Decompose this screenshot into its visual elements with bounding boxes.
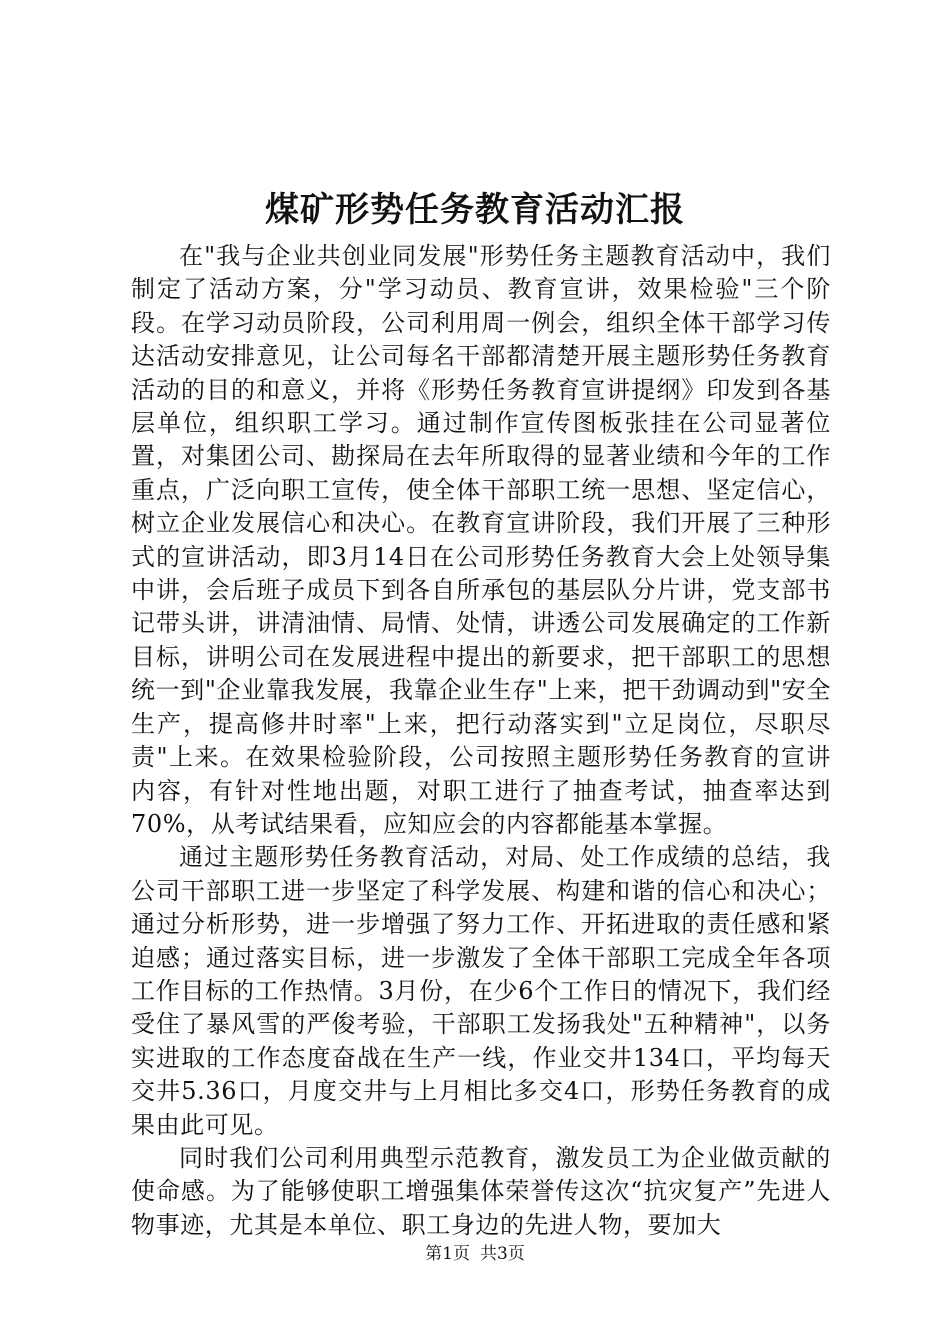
page-number: 第1页 — [425, 1244, 470, 1264]
paragraph-1: 在"我与企业共创业同发展"形势任务主题教育活动中，我们制定了活动方案，分"学习动员、教育宣讲，效果检验"三个阶段。在学习动员阶段，公司利用周一例会，组织全体干部学习传达活动安排意见，让公司每名干部都清楚开展主题形势任务教育活动的目的和意义，并将《形势任务教育宣讲提纲》印发到各基层单位，组织职工学习。通过制作宣传图板张挂在公司显著位置，对集团公司、勘探局在去年所取得的显著业绩和今年的工作重点，广泛向职工宣传，使全体干部职工统一思想、坚定信心，树立企业发展信心和决心。在教育宣讲阶段，我们开展了三种形式的宣讲活动，即3月14日在公司形势任务教育大会上处领导集中讲，会后班子成员下到各自所承包的基层队分片讲，党支部书记带头讲，讲清油情、局情、处情，讲透公司发展确定的工作新目标，讲明公司在发展进程中提出的新要求，把干部职工的思想统一到"企业靠我发展，我靠企业生存"上来，把干劲调动到"安全生产，提高修井时率"上来，把行动落实到"立足岗位，尽职尽责"上来。在效果检验阶段，公司按照主题形势任务教育的宣讲内容，有针对性地出题，对职工进行了抽查考试，抽查率达到70%，从考试结果看，应知应会的内容都能基本掌握。 — [131, 242, 831, 838]
page-total: 共3页 — [480, 1244, 525, 1264]
document-body — [131, 240, 831, 1242]
document-title: 煤矿形势任务教育活动汇报 — [265, 190, 685, 230]
page-footer — [0, 1242, 950, 1266]
paragraph-2: 通过主题形势任务教育活动，对局、处工作成绩的总结，我公司干部职工进一步坚定了科学发展、构建和谐的信心和决心；通过分析形势，进一步增强了努力工作、开拓进取的责任感和紧迫感；通过落实目标，进一步激发了全体干部职工完成全年各项工作目标的工作热情。3月份，在少6个工作日的情况下，我们经受住了暴风雪的严俊考验，干部职工发扬我处"五种精神"，以务实进取的工作态度奋战在生产一线，作业交井134口，平均每天交井5.36口，月度交井与上月相比多交4口，形势任务教育的成果由此可见。 — [131, 843, 831, 1139]
paragraph-3: 同时我们公司利用典型示范教育，激发员工为企业做贡献的使命感。为了能够使职工增强集体荣誉传这次“抗灾复产”先进人物事迹，尤其是本单位、职工身边的先进人物，要加大 — [131, 1143, 831, 1239]
